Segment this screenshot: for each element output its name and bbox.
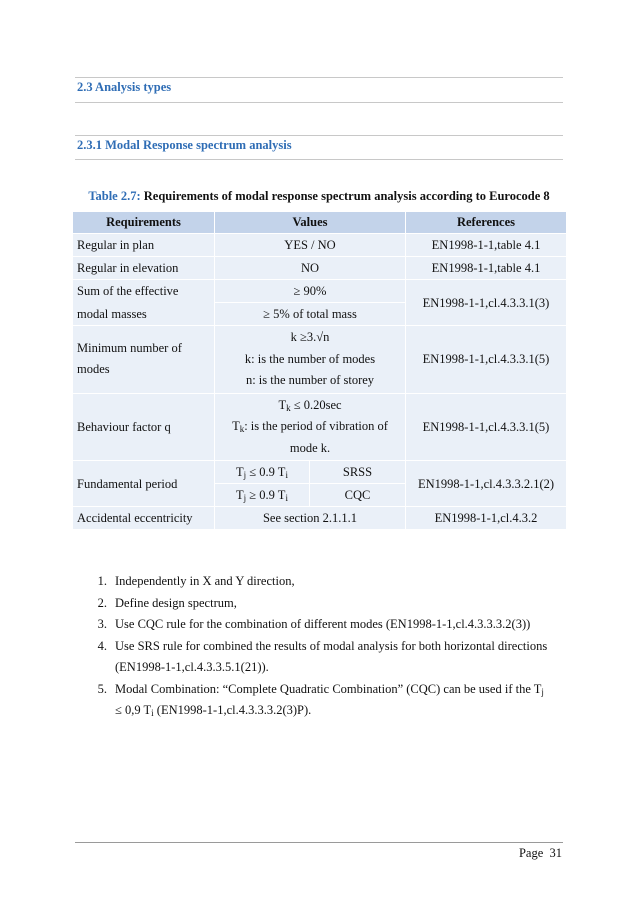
table-row-mass-1 [73,280,567,303]
page-number [519,846,562,861]
table-row-plan [73,234,567,257]
page-label: Page [518,846,544,860]
tj2-symbol: T [236,488,244,502]
subsection-rule-bottom [75,159,563,160]
ref-behaviour: EN1998-1-1,cl.4.3.3.1(5) [406,393,567,461]
req-mass-line2: modal masses [73,303,215,326]
list-item [78,593,566,615]
value-modes-formula: k ≥3.√n [290,330,330,344]
value-behaviour-def [219,416,401,438]
header-references: References [406,212,567,234]
list-number: 2. [97,595,107,610]
tk-limit: ≤ 0.20sec [290,397,342,412]
tk-def-subscript: k [239,424,245,434]
req-fundamental: Fundamental period [73,461,215,507]
section-rule-bottom [75,102,563,103]
value-eccentricity: See section 2.1.1.1 [215,507,406,530]
table-row-eccentricity [73,507,567,530]
note5-sub-i: i [151,708,154,718]
cond-cqc [215,484,310,507]
tj2-subscript: j [243,493,247,503]
footer-rule [75,842,563,843]
ref-modes: EN1998-1-1,cl.4.3.3.1(5) [406,326,567,394]
tj2-ge-text: ≥ 0.9 T [246,488,286,502]
value-modes-n-def: n: is the number of storey [245,373,375,387]
table-row-elevation [73,257,567,280]
requirements-table [72,211,567,530]
req-modes: Minimum number of modes [73,326,215,394]
tj-symbol: T [236,465,244,479]
list-number: 1. [97,574,107,588]
list-item [78,614,566,636]
tj-subscript: j [243,470,247,480]
section-rule-top [75,77,563,78]
ref-mass: EN1998-1-1,cl.4.3.3.1(3) [406,280,567,326]
list-item [78,679,566,722]
value-modes [215,326,406,394]
tk-subscript: k [286,402,291,413]
value-elevation: NO [215,257,406,280]
tk-symbol: T [278,397,287,412]
header-values: Values [215,212,406,234]
tk-def-text: : is the period of vibration of [244,419,388,433]
table-header-row [73,212,567,234]
req-mass-line1: Sum of the effective [73,280,215,303]
list-text [115,679,566,722]
value-behaviour-def-end: mode k. [289,440,331,455]
subsection-heading: 2.3.1 Modal Response spectrum analysis [77,138,292,152]
list-text: Independently in X and Y direction, [115,574,295,588]
value-mass-5: ≥ 5% of total mass [215,303,406,326]
cond-srss [215,461,310,484]
list-text: Define design spectrum, [115,595,237,610]
note5-sub-j: j [541,686,544,697]
list-text: Use SRS rule for combined the results of modal analysis for both horizontal directions (EN1998-1-1,cl.4.3.3.5.1(21)). [115,638,548,674]
method-srss: SRSS [310,461,406,484]
table-row-modes [73,326,567,394]
value-modes-k-def: k: is the number of modes [244,351,376,366]
note5-text-b: ≤ 0,9 T [115,703,152,717]
list-number: 3. [97,617,107,631]
value-behaviour-limit [219,395,401,417]
table-caption-label: Table 2.7: [88,189,141,203]
ti2-subscript: i [285,493,288,503]
tj-le-text: ≤ 0.9 T [246,465,286,479]
value-behaviour [215,393,406,461]
method-cqc: CQC [310,484,406,507]
section-heading: 2.3 Analysis types [77,80,172,94]
table-caption [72,189,566,204]
table-caption-text: Requirements of modal response spectrum analysis according to Eurocode 8 [140,189,550,203]
req-behaviour: Behaviour factor q [73,393,215,461]
list-text: Use CQC rule for the combination of different modes (EN1998-1-1,cl.4.3.3.3.2(3)) [115,617,531,631]
req-plan: Regular in plan [73,234,215,257]
header-requirements: Requirements [73,212,215,234]
value-mass-90: ≥ 90% [215,280,406,303]
note5-text-c: (EN1998-1-1,cl.4.3.3.3.2(3)P). [153,703,312,717]
list-number: 4. [97,638,107,653]
ref-fundamental: EN1998-1-1,cl.4.3.3.2.1(2) [406,461,567,507]
list-item [78,636,566,679]
list-item [78,571,566,593]
ref-eccentricity: EN1998-1-1,cl.4.3.2 [406,507,567,530]
ref-elevation: EN1998-1-1,table 4.1 [406,257,567,280]
notes-list [78,571,566,722]
page-number-value: 31 [549,846,562,860]
tk-def-symbol: T [232,419,240,433]
list-number: 5. [97,681,107,696]
req-eccentricity: Accidental eccentricity [73,507,215,530]
req-elevation: Regular in elevation [73,257,215,280]
ti-subscript: i [285,470,288,480]
table-row-behaviour [73,393,567,461]
table-row-fundamental-1 [73,461,567,484]
value-plan: YES / NO [215,234,406,257]
ref-plan: EN1998-1-1,table 4.1 [406,234,567,257]
subsection-rule-top [75,135,563,136]
note5-text-a: Modal Combination: “Complete Quadratic Combination” (CQC) can be used if the T [115,681,542,696]
